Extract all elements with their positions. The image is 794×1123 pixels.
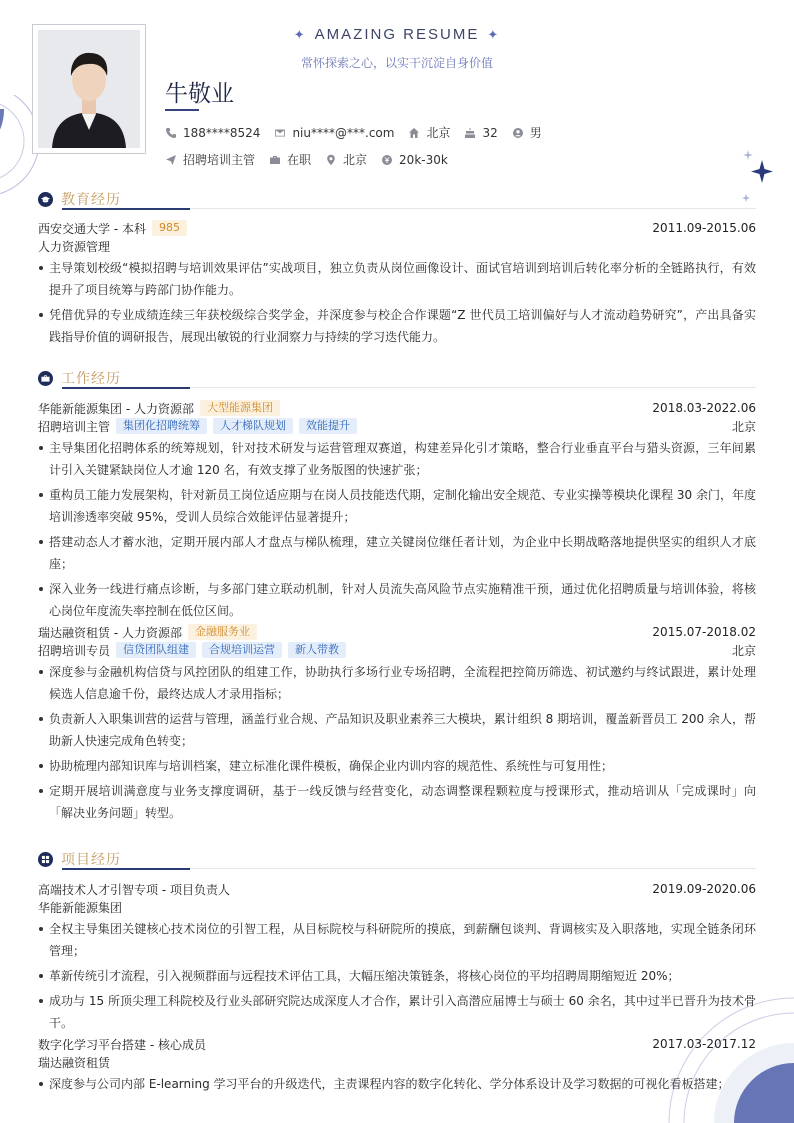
email-item [274,126,394,140]
age-item [464,126,497,140]
projects-section-header [38,848,756,870]
section-divider-accent [62,387,190,389]
work-city: 北京 [731,643,756,658]
cake-icon [464,127,476,139]
work-entry [38,399,756,622]
home-icon [408,127,420,139]
company-tag: 金融服务业 [188,624,257,640]
project-org-line [38,898,756,916]
project-name: 高端技术人才引智专项 - 项目负责人 [38,882,230,897]
name-underline [165,109,199,111]
project-org: 华能新能源集团 [38,900,123,915]
target-city-value: 北京 [343,153,368,167]
avatar [38,30,140,148]
education-entry-header [38,219,756,237]
gender-item [512,124,542,141]
project-org: 瑞达融资租赁 [38,1055,111,1070]
slogan-title-text: AMAZING RESUME [314,26,480,43]
location-value: 北京 [426,126,451,140]
list-item: 负责新人入职集训营的运营与管理，涵盖行业合规、产品知识及职业素养三大模块，累计组织 8 期培训，覆盖新晋员工 200 余人，帮助新人快速完成角色转变； [38,708,756,752]
major-line [38,237,756,255]
target-city-item [325,151,367,168]
work-entry-header [38,399,756,417]
grid-icon [38,852,53,867]
work-period: 2018.03-2022.06 [652,401,756,415]
education-section [38,188,756,351]
skill-tag: 合规培训运营 [202,642,282,658]
status-item [269,151,311,168]
section-title: 项目经历 [61,852,121,868]
section-divider-accent [62,868,190,870]
basic-info-row [165,124,556,141]
list-item: 革新传统引才流程，引入视频群面与远程技术评估工具，大幅压缩决策链条，将核心岗位的平均招聘周期缩短近 20%； [38,965,756,987]
email-value: niu****@***.com [292,125,395,140]
user-icon [512,127,524,139]
job-target-item [165,151,255,168]
education-bullets [38,257,756,348]
avatar-frame [32,24,146,154]
role-line [38,417,756,435]
project-period: 2017.03-2017.12 [652,1037,756,1051]
school-tag: 985 [152,220,187,236]
list-item: 深度参与公司内部 E-learning 学习平台的升级迭代，主责课程内容的数字化转化、学分体系设计及学习数据的可视化看板搭建； [38,1073,756,1095]
project-name: 数字化学习平台搭建 - 核心成员 [38,1037,206,1052]
phone-icon [165,127,177,139]
education-entry [38,219,756,348]
work-entry-header [38,623,756,641]
work-city: 北京 [731,419,756,434]
list-item: 成功与 15 所顶尖理工科院校及行业头部研究院达成深度人才合作，累计引入高潜应届博士与硕士 60 余名，其中过半已晋升为技术骨干。 [38,990,756,1034]
salary-item [381,153,448,167]
project-entry-header [38,1035,756,1053]
list-item: 重构员工能力发展架构，针对新员工岗位适应期与在岗人员技能迭代期，定制化输出安全规范、专业实操等模块化课程 30 余门，年度培训渗透率突破 95%，受训人员综合效能评估显著提升； [38,484,756,528]
section-divider-accent [62,208,190,210]
status-value: 在职 [287,153,312,167]
project-period: 2019.09-2020.06 [652,882,756,896]
list-item: 凭借优异的专业成绩连续三年获校级综合奖学金，并深度参与校企合作课题“Z 世代员工培训偏好与人才流动趋势研究”，产出具备实践指导价值的调研报告，展现出敏锐的行业洞察力与持续的学习迭代能力。 [38,304,756,348]
skill-tag: 集团化招聘统筹 [116,418,207,434]
work-section [38,367,756,827]
section-title: 工作经历 [61,371,121,387]
phone-value: 188****8524 [183,125,261,140]
list-item: 协助梳理内部知识库与培训档案，建立标准化课件模板，确保企业内训内容的规范性、系统性与可复用性； [38,755,756,777]
company-name: 华能新能源集团 - 人力资源部 [38,401,194,416]
project-org-line [38,1053,756,1071]
education-period: 2011.09-2015.06 [652,221,756,235]
list-item: 搭建动态人才蓄水池，定期开展内部人才盘点与梯队梳理，建立关键岗位继任者计划，为企业中长期战略落地提供坚实的组织人才底座； [38,531,756,575]
list-item: 主导集团化招聘体系的统筹规划，针对技术研发与运营管理双赛道，构建差异化引才策略，整合行业垂直平台与猎头资源，三年间累计引入关键紧缺岗位人才逾 120 名，有效支撑了业务版图的快速扩张； [38,437,756,481]
phone-item [165,126,260,140]
location-item [408,124,450,141]
briefcase-icon [269,154,281,166]
skill-tag: 信贷团队组建 [116,642,196,658]
slogan-subtitle: 常怀探索之心，以实干沉淀自身价值 [300,56,493,70]
work-bullets [38,437,756,622]
sparkle-icon: ✦ [293,27,307,42]
work-section-header [38,367,756,389]
job-intent-row [165,151,462,168]
skill-tag: 新人带教 [288,642,346,658]
work-period: 2015.07-2018.02 [652,625,756,639]
skill-tag: 人才梯队规划 [213,418,293,434]
project-entry [38,880,756,1034]
role-title: 招聘培训专员 [38,643,111,658]
salary-value: 20k-30k [399,152,448,167]
project-entry-header [38,880,756,898]
job-target-value: 招聘培训主管 [183,153,256,167]
project-bullets [38,918,756,1034]
send-icon [165,154,177,166]
list-item: 深入业务一线进行痛点诊断，与多部门建立联动机制，针对人员流失高风险节点实施精准干预，通过优化招聘质量与培训体验，将核心岗位年度流失率控制在低位区间。 [38,578,756,622]
role-title: 招聘培训主管 [38,419,111,434]
work-bullets [38,661,756,824]
briefcase-icon [38,371,53,386]
list-item: 主导策划校级“模拟招聘与培训效果评估”实战项目，独立负责从岗位画像设计、面试官培训到培训后转化率分析的全链路执行，有效提升了项目统筹与跨部门协作能力。 [38,257,756,301]
list-item: 深度参与金融机构信贷与风控团队的组建工作，协助执行多场行业专场招聘，全流程把控简历筛选、初试邀约与终试跟进，累计处理候选人信息逾千份，最终达成人才录用指标； [38,661,756,705]
skill-tag: 效能提升 [299,418,357,434]
list-item: 定期开展培训满意度与业务支撑度调研，基于一线反馈与经营变化，动态调整课程颗粒度与授课形式，推动培训从「完成课时」向「解决业务问题」转型。 [38,780,756,824]
map-pin-icon [325,154,337,166]
sparkle-icon: ✦ [487,27,501,42]
mail-icon [274,127,286,139]
major: 人力资源管理 [38,239,111,254]
slogan-title [0,26,794,43]
age-value: 32 [482,125,498,140]
project-bullets [38,1073,756,1095]
candidate-name: 牛敬业 [165,81,234,107]
company-name: 瑞达融资租赁 - 人力资源部 [38,625,182,640]
role-line [38,641,756,659]
gender-value: 男 [529,126,542,140]
company-tag: 大型能源集团 [200,400,280,416]
project-entry [38,1035,756,1095]
graduation-cap-icon [38,192,53,207]
section-title: 教育经历 [61,192,121,208]
education-section-header [38,188,756,210]
work-entry [38,623,756,824]
school-name: 西安交通大学 - 本科 [38,221,146,236]
projects-section [38,848,756,1098]
list-item: 全权主导集团关键核心技术岗位的引智工程，从目标院校与科研院所的摸底，到薪酬包谈判、背调核实及入职落地，实现全链条闭环管理； [38,918,756,962]
coin-icon [381,154,393,166]
